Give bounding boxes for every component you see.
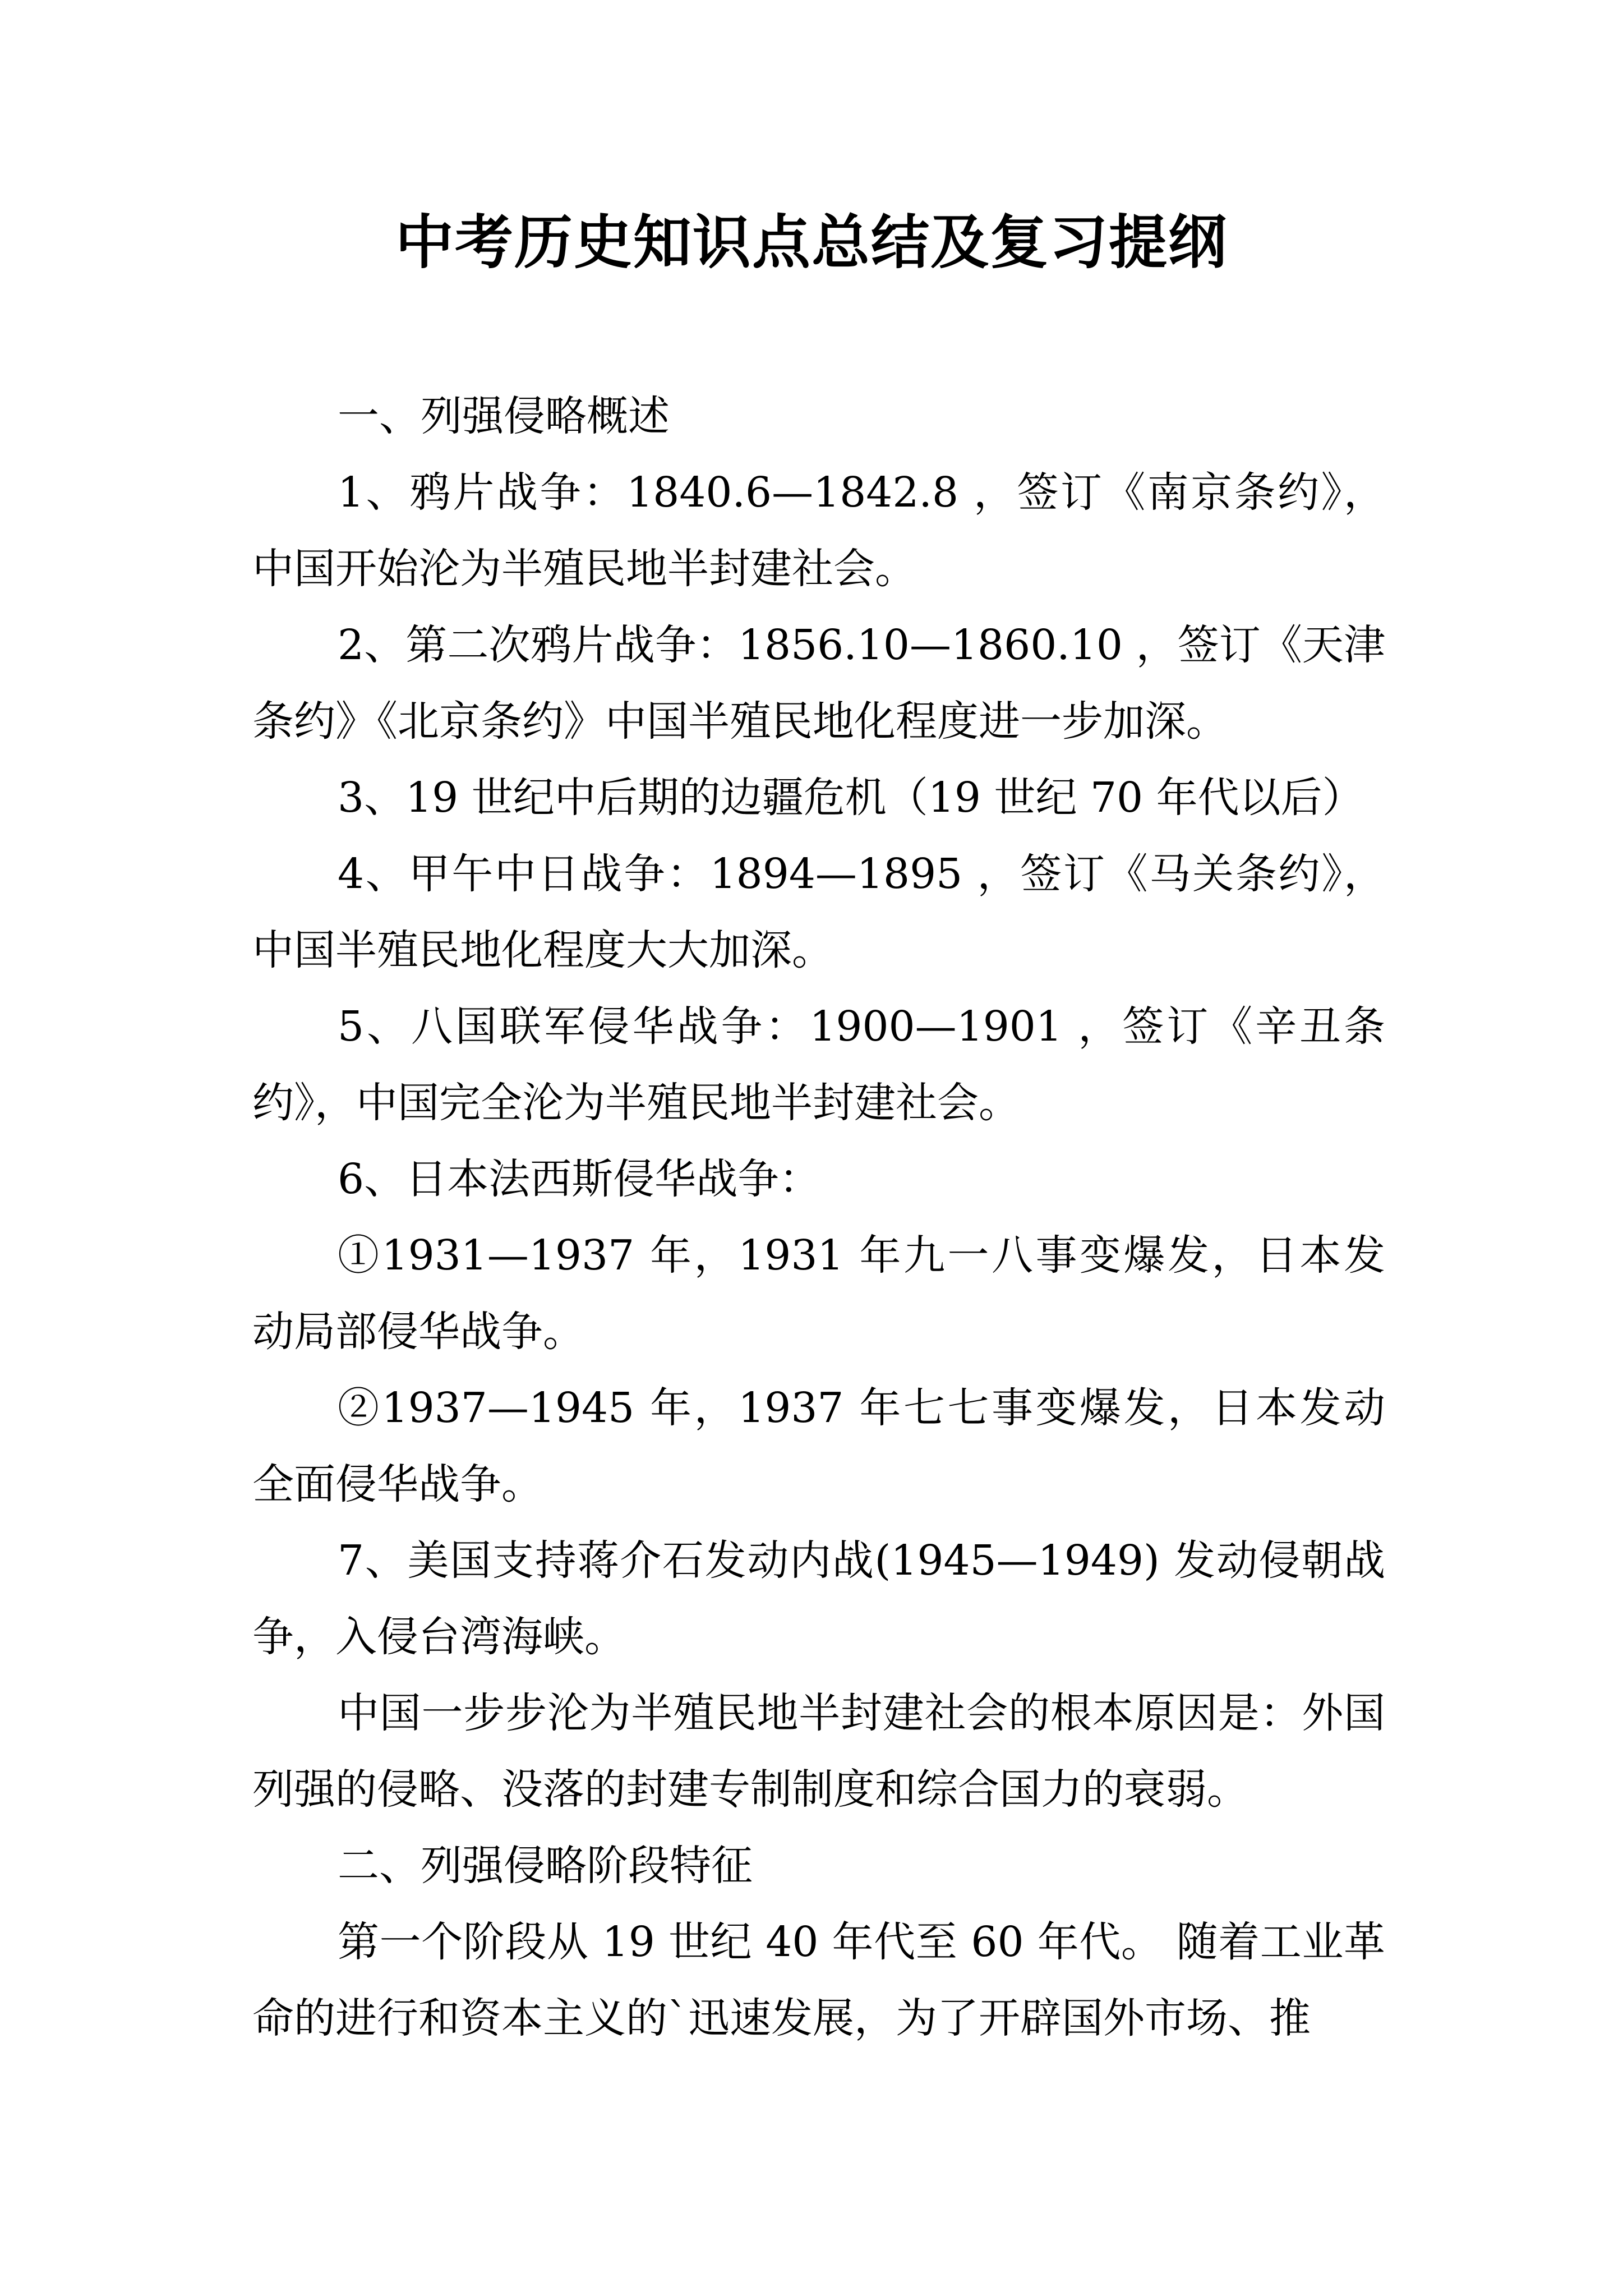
section-heading-2: 二、列强侵略阶段特征 <box>338 1842 753 1890</box>
paragraph-invasion-phase-1: ①1931—1937 年，1931 年九一八事变爆发，日本发动局部侵华战争。 <box>252 1231 1385 1356</box>
document-body <box>252 378 1385 2056</box>
paragraph-sino-japanese-war: 4、甲午中日战争：1894—1895 ，签订《马关条约》，中国半殖民地化程度大大加深。 <box>252 850 1385 974</box>
paragraph-opium-war: 1、鸦片战争：1840.6—1842.8 ，签订《南京条约》，中国开始沦为半殖民地半封建社会。 <box>252 468 1385 593</box>
paragraph-invasion-phase-2: ②1937—1945 年，1937 年七七事变爆发，日本发动全面侵华战争。 <box>252 1384 1385 1508</box>
paragraph-first-stage: 第一个阶段从 19 世纪 40 年代至 60 年代。 随着工业革命的进行和资本主义的`迅速发展，为了开辟国外市场、推 <box>252 1918 1385 2042</box>
paragraph-us-support: 7、美国支持蒋介石发动内战(1945—1949) 发动侵朝战争，入侵台湾海峡。 <box>252 1536 1385 1661</box>
paragraph-japanese-invasion: 6、日本法西斯侵华战争： <box>338 1155 821 1203</box>
paragraph-eight-nation-alliance: 5、八国联军侵华战争：1900—1901 ，签订《辛丑条约》，中国完全沦为半殖民地半封建社会。 <box>252 1002 1385 1127</box>
paragraph-second-opium-war: 2、第二次鸦片战争：1856.10—1860.10 ，签订《天津条约》《北京条约》中国半殖民地化程度进一步加深。 <box>252 621 1385 746</box>
paragraph-root-cause: 中国一步步沦为半殖民地半封建社会的根本原因是：外国列强的侵略、没落的封建专制制度和综合国力的衰弱。 <box>252 1689 1385 1814</box>
paragraph-frontier-crisis: 3、19 世纪中后期的边疆危机（19 世纪 70 年代以后） <box>338 774 1364 822</box>
section-heading-1: 一、列强侵略概述 <box>338 392 670 440</box>
document-title: 中考历史知识点总结及复习提纲 <box>395 208 1228 277</box>
